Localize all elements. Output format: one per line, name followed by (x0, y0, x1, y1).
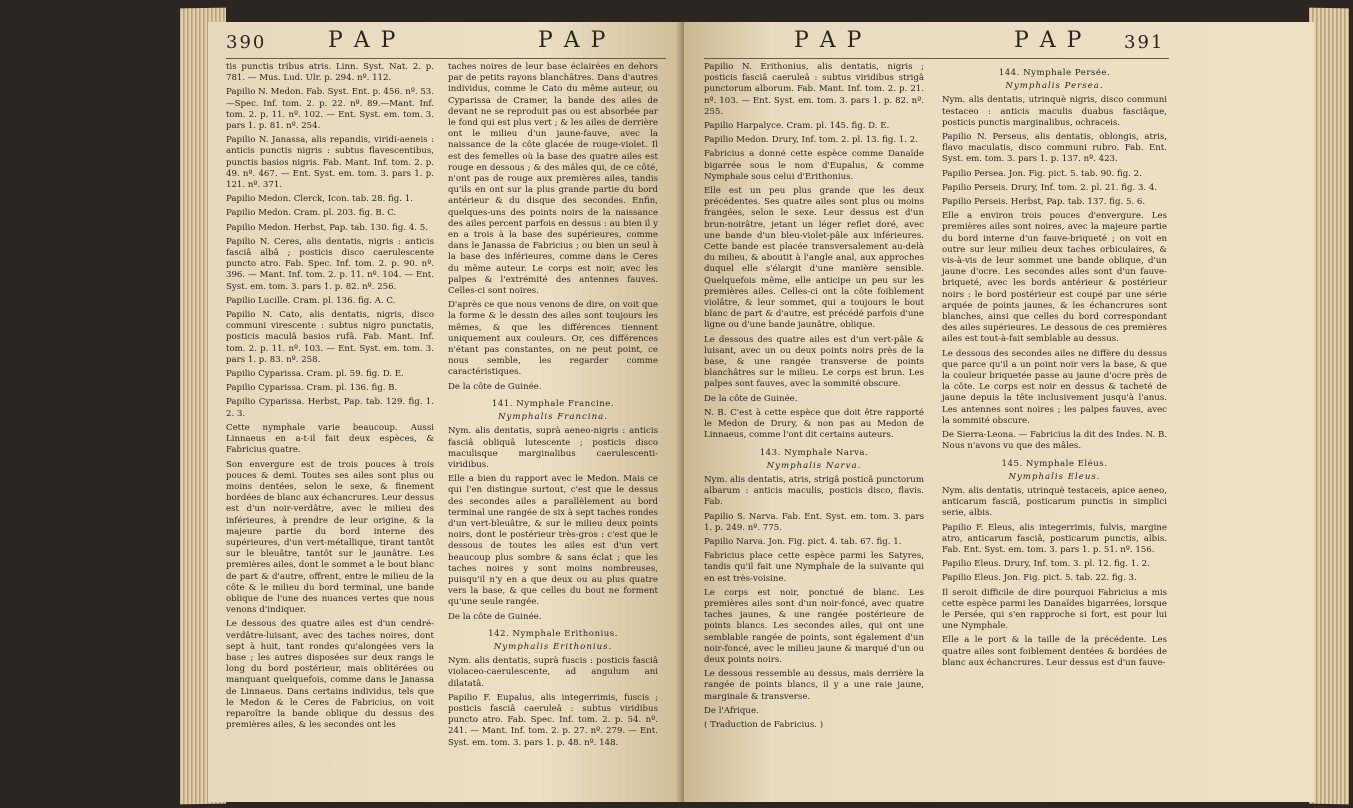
paragraph: Papilio N. Ceres, alis dentatis, nigris : anticis fasciâ albâ ; posticis disco caerulescente puncto atro. Fab. Spec. Inf. tom. 2. p. 90. nº. 396. — Mant. Inf. tom. 2. p. 11. nº. 104. — Ent. Syst. em. tom. 3. pars 1. p. 82. nº. 256. (226, 236, 434, 292)
entry-heading: 142. Nymphale Erithonius. (488, 628, 618, 639)
left-column-1 (226, 62, 434, 794)
entry-subtitle: Nymphalis Narva. (766, 460, 862, 471)
paragraph: Nym. alis dentatis, utrinquè nigris, disco communi testaceo : anticis maculis duabus fasciâque, posticis punctis marginalibus, ochraceis. (942, 95, 1167, 128)
paragraph: Cette nymphale varie beaucoup. Aussi Linnaeus en a-t-il fait deux espèces, & Fabricius quatre. (226, 422, 434, 456)
left-column-2 (448, 62, 658, 794)
paragraph: Papilio Medon. Cram. pl. 203. fig. B. C. (226, 208, 397, 219)
page-stack-right (1309, 8, 1349, 805)
paragraph: D'après ce que nous venons de dire, on voit que la forme & le dessin des ailes sont toujours les mêmes, & que les différences tiennent uniquement aux couleurs. Or, ces différences n'étant pas constantes, on ne peut point, ce nous semble, les regarder comme caractéristiques. (448, 300, 658, 378)
paragraph: N. B. C'est à cette espèce que doit être rapporté le Medon de Drury, & non pas au Medon de Linnaeus, comme l'ont dit certains auteurs. (704, 407, 924, 441)
entry-heading: 143. Nymphale Narva. (759, 447, 869, 458)
paragraph: Il seroit difficile de dire pourquoi Fabricius a mis cette espèce parmi les Danaïdes bigarrées, lorsque le Persée, qui s'en rapproche si fort, est pour lui une Nymphale. (942, 587, 1167, 632)
page-number-right: 391 (1124, 32, 1165, 53)
paragraph: Le dessous des quatre ailes est d'un vert-pâle & luisant, avec un ou deux points noirs près de la base, & une rangée transverse de points blanchâtres sur le milieu. Le corps est brun. Les palpes sont fauves, avec la sommité obscure. (704, 334, 924, 390)
paragraph: Papilio N. Perseus, alis dentatis, oblongis, atris, flavo maculatis, disco communi rubro. Fab. Ent. Syst. em. tom. 3. pars 1. p. 137. nº. 423. (942, 132, 1167, 165)
left-page (208, 22, 684, 802)
running-header-left-1: P A P (328, 28, 398, 53)
paragraph: Papilio Cyparissa. Cram. pl. 136. fig. B. (226, 383, 398, 394)
paragraph: Papilio Eleus. Drury, Inf. tom. 3. pl. 12. fig. 1. 2. (942, 559, 1150, 570)
paragraph: De l'Afrique. (704, 705, 759, 716)
paragraph: Papilio N. Cato, alis dentatis, nigris, disco communi virescente : subtus nigro punctatis, posticis maculâ basios rufâ. Fab. Mant. Inf. tom. 2. p. 11. nº. 103. — Ent. Syst. em. tom. 3. pars 1. p. 83. nº. 258. (226, 310, 434, 365)
paragraph: tis punctis tribus atris. Linn. Syst. Nat. 2. p. 781. — Mus. Lud. Ulr. p. 294. nº. 112. (226, 62, 434, 84)
paragraph: ( Traduction de Fabricius. ) (704, 719, 824, 730)
header-rule (704, 58, 1169, 59)
page-number-left: 390 (226, 32, 267, 53)
paragraph: Papilio Perseis. Drury, Inf. tom. 2. pl. 21. fig. 3. 4. (942, 182, 1158, 193)
paragraph: Papilio Medon. Drury, Inf. tom. 2. pl. 13. fig. 1. 2. (704, 135, 918, 146)
entry-subtitle: Nymphalis Francina. (497, 412, 608, 423)
paragraph: Papilio F. Eupalus, alis integerrimis, fuscis ; posticis fasciâ caeruleâ : subtus viridibus puncto atro. Fab. Spec. Inf. tom. 2. p. 54. nº. 241. — Mant. Inf. tom. 2. p. 27. nº. 279. — Ent. Syst. em. tom. 3. pars 1. p. 48. nº. 148. (448, 692, 658, 748)
right-column-1 (704, 62, 924, 794)
paragraph: Le dessous des quatre ailes est d'un cendré-verdâtre-luisant, avec des taches noires, dont sept à huit, tant rondes qu'alongées vers la base ; les autres disposées sur deux rangs le long du bord postérieur, mais oblitérées ou manquant quelquefois, comme dans le Janassa de Linnaeus. Dans certains individus, tels que le Medon & le Ceres de Fabricius, on voit reparoître la bande oblique du dessus des premières ailes, & les secondes ont les (226, 619, 434, 731)
paragraph: De la côte de Guinée. (448, 381, 542, 392)
running-header-right-2: P A P (1014, 28, 1084, 53)
paragraph: Fabricius a donné cette espèce comme Danaïde bigarrée sous le nom d'Eupalus, & comme Nymphale sous celui d'Erithonius. (704, 149, 924, 182)
entry-subtitle: Nymphalis Eleus. (1008, 471, 1101, 482)
paragraph: Elle a environ trois pouces d'envergure. Les premières ailes sont noires, avec la majeure partie du bord interne d'un fauve-briqueté ; on voit en outre sur leur milieu deux taches orbiculaires, & vis-à-vis de leur sommet une bande oblique, d'un jaune d'ocre. Les secondes ailes sont d'un fauve-briqueté, avec les bords antérieur & postérieur noirs : le bord postérieur est coupé par une série arquée de points jaunes, & les échancrures sont blanches, ainsi que celles du bord correspondant des ailes supérieures. Le dessous de ces premières ailes est tout-à-fait semblable au dessus. (942, 211, 1167, 345)
paragraph: Papilio F. Eleus, alis integerrimis, fulvis, margine atro, anticarum fasciâ, posticarum punctis, albis. Fab. Ent. Syst. em. tom. 3. pars 1. p. 51. nº. 156. (942, 522, 1167, 555)
paragraph: Nym. alis dentatis, atris, strigâ posticâ punctorum albarum : anticis maculis, posticis disco, flavis. Fab. (704, 474, 924, 508)
entry-subtitle: Nymphalis Erithonius. (493, 641, 613, 652)
paragraph: Papilio Narva. Jon. Fig. pict. 4. tab. 67. fig. 1. (704, 536, 902, 547)
paragraph: Papilio Medon. Herbst, Pap. tab. 130. fig. 4. 5. (226, 222, 428, 233)
running-header-right-1: P A P (794, 28, 864, 53)
paragraph: De Sierra-Leona. — Fabricius la dit des Indes. N. B. Nous n'avons vu que des mâles. (942, 430, 1167, 452)
paragraph: Elle a le port & la taille de la précédente. Les quatre ailes sont foiblement dentées & bordées de blanc aux échancrures. Leur dessus est d'un fauve- (942, 635, 1167, 668)
entry-heading: 144. Nymphale Persée. (998, 68, 1111, 78)
paragraph: taches noires de leur base éclairées en dehors par de petits rayons blanchâtres. Dans d'autres individus, comme le Cato du même auteur, ou Cyparissa de Cramer, la bande des ailes de devant ne se reproduit pas ou est absorbée par le fond qui est plus vert ; & les ailes de derrière ont le milieu d'un jaune-fauve, avec la naissance de la côte glacée de rouge-violet. Il est des femelles où la base des quatre ailes est rouge en dessous ; & des mâles qui, de ce côté, n'ont pas de rouge aux premières ailes, tandis qu'ils en ont sur la plus grande partie du bord antérieur & du disque des secondes. Enfin, quelques-uns des points noirs de la naissance des ailes percent parfois en dessus : au bien il y en a trois à la base des supérieures, comme dans le Janassa de Fabricius ; ou bien un seul à la base des inférieures, comme dans le Ceres du même auteur. Le corps est noir, avec les palpes & l'extrémité des antennes fauves. Celles-ci sont noires. (448, 62, 658, 297)
paragraph: Papilio Cyparissa. Herbst, Pap. tab. 129. fig. 1. 2. 3. (226, 397, 434, 419)
right-page (684, 22, 1314, 802)
paragraph: Papilio Perseis. Herbst, Pap. tab. 137. fig. 5. 6. (942, 197, 1146, 208)
paragraph: Nym. alis dentatis, suprà aeneo-nigris : anticis fasciâ obliquâ lutescente ; posticis disco maculisque marginalibus caerulescenti-viridibus. (448, 426, 658, 470)
paragraph: Fabricius place cette espèce parmi les Satyres, tandis qu'il fait une Nymphale de la suivante qui en est très-voisine. (704, 551, 924, 584)
paragraph: Le corps est noir, ponctué de blanc. Les premières ailes sont d'un noir-foncé, avec quatre taches jaunes, & une rangée postérieure de points blancs. Les secondes ailes, qui ont une semblable rangée de points, sont également d'un noir-foncé, avec le milieu jaune & marqué d'un ou deux points noirs. (704, 587, 924, 665)
paragraph: Papilio Eleus. Jon. Fig. pict. 5. tab. 22. fig. 3. (942, 573, 1137, 584)
paragraph: Papilio N. Medon. Fab. Syst. Ent. p. 456. nº. 53.—Spec. Inf. tom. 2. p. 22. nº. 89.—Mant. Inf. tom. 2. p. 11. nº. 102. — Ent. Syst. em. tom. 3. pars 1. p. 81. nº. 254. (226, 87, 434, 132)
paragraph: Son envergure est de trois pouces à trois pouces & demi. Toutes ses ailes sont plus ou moins dentées, selon le sexe, & finement bordées de blanc aux échancrures. Leur dessus est d'un noir-verdâtre, avec le milieu des inférieures, à prendre de leur origine, & la majeure partie du bord interne des supérieures, d'un vert-métallique, tirant tantôt sur le bleuâtre, tantôt sur le jaunâtre. Les premières ailes, dont le sommet a le bout blanc de part & d'autre, offrent, entre le milieu de la côte & le milieu du bord terminal, une bande oblique de l'une des nuances vertes que nous venons d'indiquer. (226, 459, 434, 616)
entry-heading: 145. Nymphale Eléus. (1001, 458, 1108, 469)
paragraph: Papilio Cyparissa. Cram. pl. 59. fig. D. E. (226, 369, 404, 380)
entry-subtitle: Nymphalis Persea. (1005, 81, 1104, 92)
paragraph: Papilio N. Janassa, alis repandis, viridi-aeneis : anticis punctis nigris : subtus flavescentibus, punctis basios nigris. Fab. Mant. Inf. tom. 2. p. 49. nº. 467. — Ent. Syst. em. tom. 3. pars 1. p. 121. nº. 371. (226, 135, 434, 191)
paragraph: Papilio S. Narva. Fab. Ent. Syst. em. tom. 3. pars 1. p. 249. nº. 775. (704, 511, 924, 533)
right-column-2 (942, 62, 1167, 794)
paragraph: Papilio Harpalyce. Cram. pl. 145. fig. D. E. (704, 121, 890, 132)
paragraph: Nym. alis dentatis, utrinquè testaceis, apice aeneo, anticarum fasciâ, posticarum punctis in simplici serie, albis. (942, 485, 1167, 519)
paragraph: Le dessous des secondes ailes ne diffère du dessus que parce qu'il a un point noir vers la base, & que la couleur briquetée passe au jaune d'ocre près de la côte. Le corps est noir en dessus & tacheté de jaune depuis la tête inclusivement jusqu'à l'anus. Les antennes sont noires ; les palpes fauves, avec la sommité obscure. (942, 348, 1167, 426)
paragraph: Elle a bien du rapport avec le Medon. Mais ce qui l'en distingue surtout, c'est que le dessus des secondes ailes a parallèlement au bord terminal une rangée de six à sept taches rondes d'un vert-bleuâtre, & sur le milieu deux points noirs, dont le postérieur très-gros : c'est que le dessous de toutes les ailes est d'un vert beaucoup plus sombre & sans éclat ; que les taches noires y sont moins nombreuses, puisqu'il n'y en a que deux ou au plus quatre vers la base, & que celles du bout ne forment qu'une seule rangée. (448, 474, 658, 608)
paragraph: Papilio Persea. Jon. Fig. pict. 5. tab. 90. fig. 2. (942, 168, 1142, 179)
paragraph: Papilio Medon. Clerck, Icon. tab. 28. fig. 1. (226, 194, 413, 205)
paragraph: Elle est un peu plus grande que les deux précédentes. Ses quatre ailes sont plus ou moins frangées, selon le sexe. Leur dessus est d'un brun-noirâtre, jetant un léger reflet doré, avec une bande d'un bleu-violet-pâle aux inférieures. Cette bande est placée transversalement au-delà du milieu, & aboutit à l'angle anal, aux approches duquel elle s'élargit d'une manière sensible. Quelquefois même, elle anticipe un peu sur les premières ailes. Celles-ci ont la côte foiblement violâtre, & leur sommet, qui a toujours le bout blanc de part & d'autre, est précédé parfois d'une ligne ou d'une bande jaunâtre, oblique. (704, 186, 924, 331)
paragraph: Papilio Lucille. Cram. pl. 136. fig. A. C. (226, 295, 396, 306)
entry-heading: 141. Nymphale Francine. (491, 398, 615, 409)
header-rule (226, 58, 666, 59)
running-header-left-2: P A P (538, 28, 608, 53)
paragraph: Nym. alis dentatis, suprà fuscis : posticis fasciâ violaceo-caerulescente, ad angulum ani dilatatâ. (448, 656, 658, 689)
paragraph: De la côte de Guinée. (704, 393, 798, 404)
paragraph: Le dessous ressemble au dessus, mais derrière la rangée de points blancs, il y a une raie jaune, marginale & transverse. (704, 669, 924, 702)
paragraph: Papilio N. Erithonius, alis dentatis, nigris ; posticis fasciâ caeruleâ : subtus viridibus strigâ punctorum alborum. Fab. Mant. Inf. tom. 2. p. 21. nº. 103. — Ent. Syst. em. tom. 3. pars 1. p. 82. nº. 255. (704, 62, 924, 117)
paragraph: De la côte de Guinée. (448, 611, 542, 622)
